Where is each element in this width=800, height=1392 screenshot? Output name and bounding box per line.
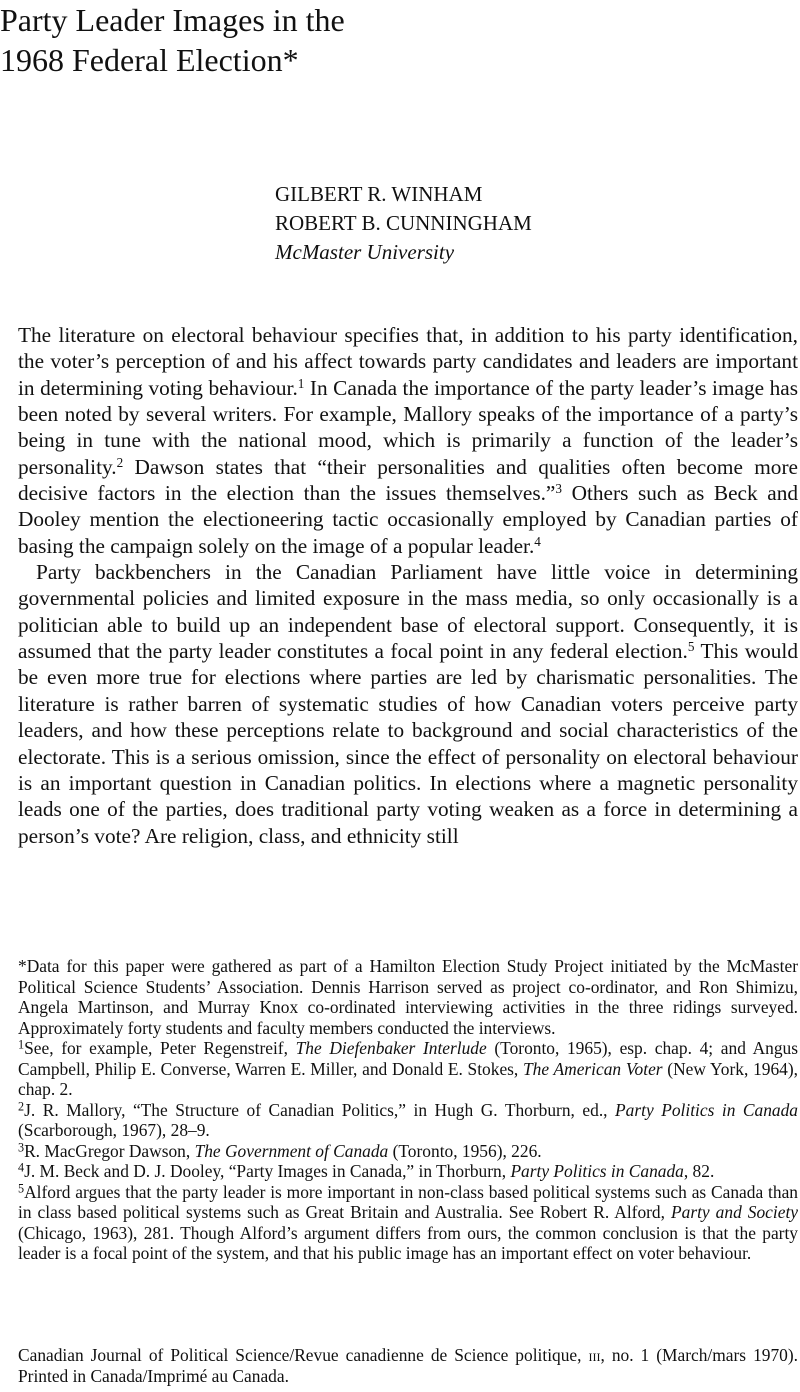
footnote-ref[interactable]: 2 [116, 454, 124, 470]
article-body [18, 322, 798, 849]
footnote-star: *Data for this paper were gathered as part of a Hamilton Election Study Project initiated by the McMaster Political Science Students’ Association. Dennis Harrison served as project co-ordinator, and Ron Shimizu, Angela Martinson, and Murray Knox co-ordinated interviewing activities in the three ridings surveyed. Approximately forty students and faculty members conducted the interviews. [18, 956, 798, 1038]
citation-title: The American Voter [523, 1058, 663, 1079]
body-text: The literature on electoral behaviour specifies that, in addition to his party identification, the voter’s perception of and his affect towards party candidates and leaders are important in determining voting behaviour. [18, 323, 798, 400]
body-text: Dawson states that “their personalities and qualities often become more decisive factors in the election than the issues themselves.” [18, 454, 798, 506]
footnote-ref[interactable]: 5 [687, 638, 695, 654]
footnote-text: J. R. Mallory, “The Structure of Canadian Politics,” in Hugh G. Thorburn, ed., [24, 1099, 616, 1120]
body-paragraph [18, 322, 798, 559]
body-text: Others such as Beck and Dooley mention the electioneering tactic occasionally employed by Canadian parties of basing the campaign solely on the image of a popular leader. [18, 481, 798, 558]
footnote-text: , 82. [683, 1161, 715, 1181]
author-affiliation: McMaster University [275, 240, 455, 264]
footnote-text: R. MacGregor Dawson, [24, 1140, 195, 1161]
title-line-2: 1968 Federal Election* [0, 42, 299, 78]
footnote-2 [18, 1100, 798, 1141]
footnote-ref[interactable]: 1 [297, 375, 305, 391]
footnote-number: 3 [18, 1140, 25, 1155]
journal-footer [18, 1345, 798, 1386]
footer-text: , no. 1 (March/mars 1970). Printed in Canada/Imprimé au Canada. [18, 1345, 798, 1386]
footer-text: Canadian Journal of Political Science/Revue canadienne de Science politique, [18, 1345, 589, 1365]
footnote-text: (New York, 1964), chap. 2. [18, 1058, 798, 1099]
journal-citation [18, 1345, 798, 1386]
body-text: In Canada the importance of the party leader’s image has been noted by several writers. For example, Mallory speaks of the importance of a party’s being in tune with the national mood, which is primarily a function of the leader’s personality. [18, 375, 798, 479]
footnote-text: Alford argues that the party leader is more important in non-class based political systems such as Canada than in class based political systems such as Great Britain and Australia. See Robert R. Alford, [18, 1181, 798, 1222]
citation-title: The Government of Canada [194, 1140, 389, 1161]
footnotes [18, 956, 798, 1264]
volume-number: iii [588, 1345, 601, 1365]
footnote-number: 1 [18, 1037, 25, 1052]
footnote-4 [18, 1161, 798, 1182]
footnote-text: (Toronto, 1965), esp. chap. 4; and Angus Campbell, Philip E. Converse, Warren E. Miller, and Donald E. Stokes, [18, 1038, 798, 1079]
author-block [275, 180, 532, 267]
footnote-ref[interactable]: 4 [534, 533, 541, 549]
body-paragraph [18, 559, 798, 849]
footnote-text: J. M. Beck and D. J. Dooley, “Party Images in Canada,” in Thorburn, [24, 1161, 511, 1181]
citation-title: Party Politics in Canada [615, 1099, 798, 1120]
citation-title: The Diefenbaker Interlude [295, 1038, 487, 1058]
author-name: GILBERT R. WINHAM [275, 182, 483, 206]
footnote-1 [18, 1038, 798, 1100]
footnote-text: See, for example, Peter Regenstreif, [24, 1038, 296, 1058]
citation-title: Party and Society [671, 1202, 798, 1222]
footnote-text: (Chicago, 1963), 281. Though Alford’s argument differs from ours, the common conclusion is that the party leader is a focal point of the system, and that his public image has an important effect on voter behaviour. [18, 1222, 798, 1263]
citation-title: Party Politics in Canada [510, 1161, 684, 1181]
footnote-number: 4 [18, 1160, 25, 1175]
body-text: Party backbenchers in the Canadian Parliament have little voice in determining governmental policies and limited exposure in the mass media, so only occasionally is a politician able to build up an independent base of electoral support. Consequently, it is assumed that the party leader constitutes a focal point in any federal election. [18, 560, 798, 664]
footnote-text: (Scarborough, 1967), 28–9. [18, 1120, 210, 1140]
title-line-1: Party Leader Images in the [0, 2, 345, 38]
author-name: ROBERT B. CUNNINGHAM [275, 211, 532, 235]
footnote-number: 2 [18, 1099, 25, 1114]
article-title [0, 0, 345, 80]
footnote-ref[interactable]: 3 [555, 480, 562, 496]
footnote-3 [18, 1141, 798, 1162]
body-text: This would be even more true for elections where parties are led by charismatic personalities. The literature is rather barren of systematic studies of how Canadian voters perceive party leaders, and how these perceptions relate to background and social characteristics of the electorate. This is a serious omission, since the effect of personality on electoral behaviour is an important question in Canadian politics. In elections where a magnetic personality leads one of the parties, does traditional party voting weaken as a force in determining a person’s vote? Are religion, class, and ethnicity still [18, 639, 798, 848]
footnote-text: (Toronto, 1956), 226. [388, 1140, 542, 1161]
footnote-5 [18, 1182, 798, 1264]
footnote-number: 5 [18, 1181, 25, 1196]
